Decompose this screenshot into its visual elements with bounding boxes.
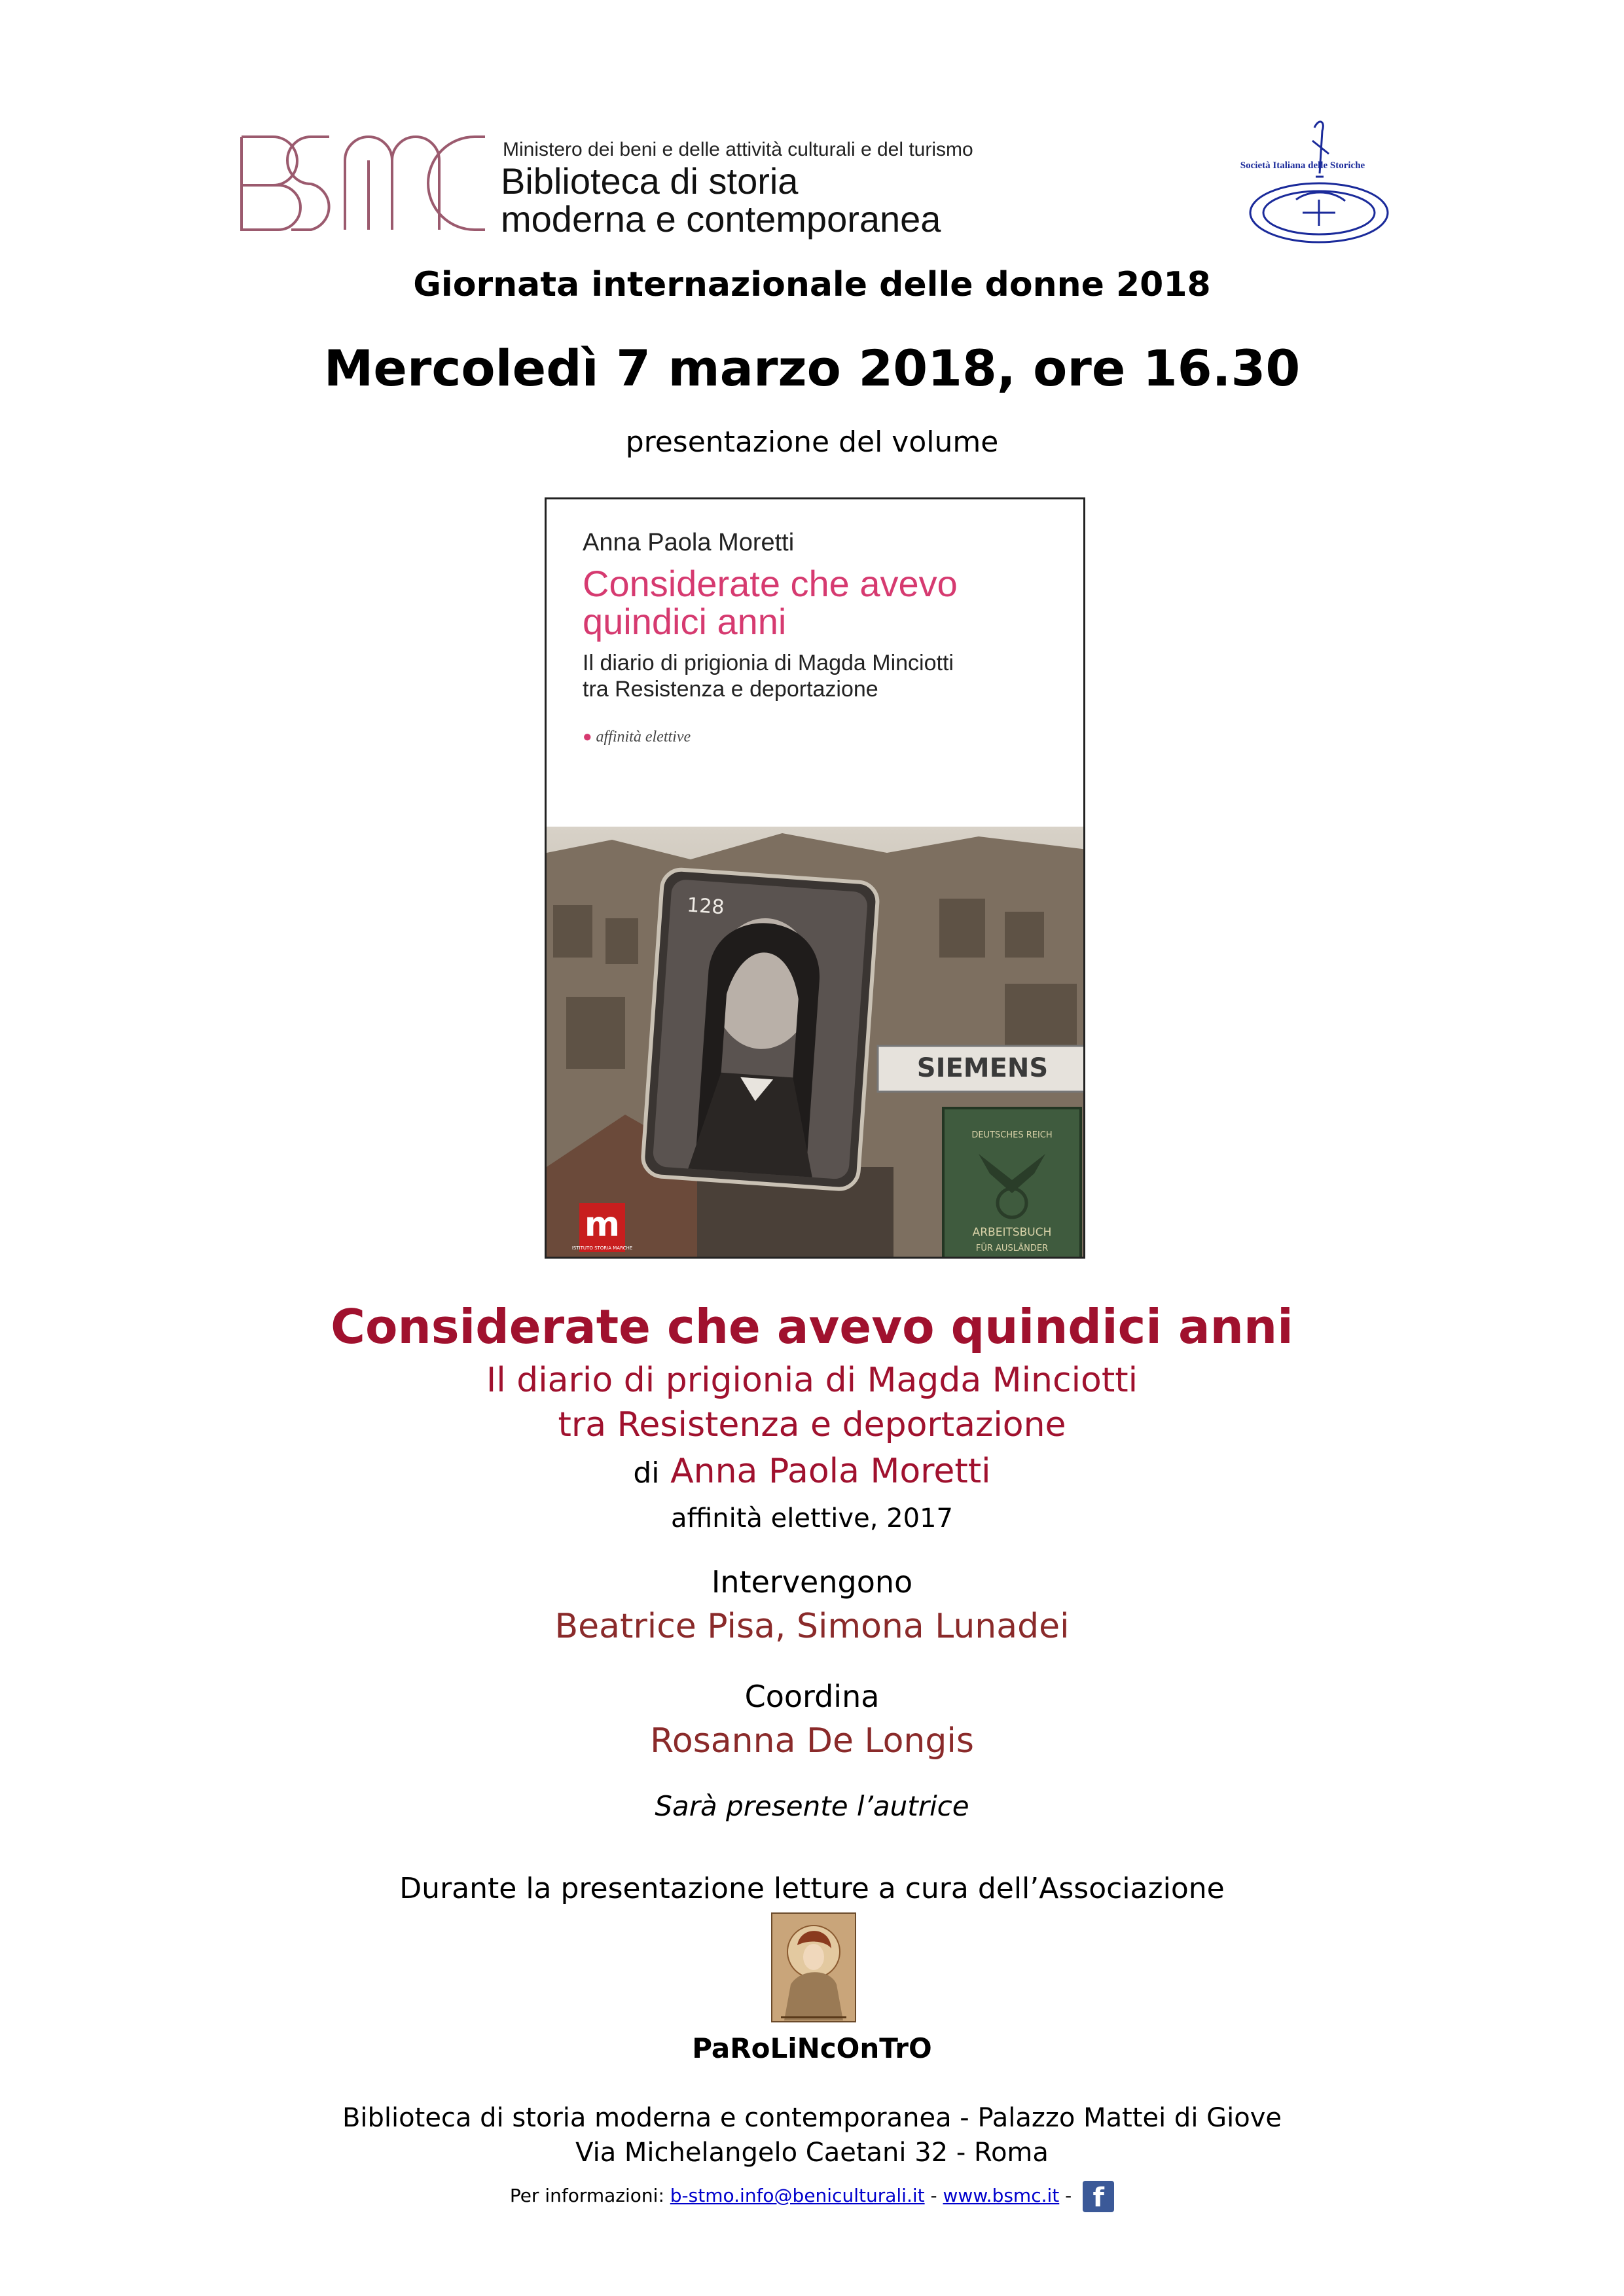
book-author: Anna Paola Moretti xyxy=(670,1452,991,1491)
book-subtitle-line2: tra Resistenza e deportazione xyxy=(558,1405,1066,1444)
presentation-intro: presentazione del volume xyxy=(625,425,999,459)
contact-info xyxy=(0,2181,1624,2212)
coordinator-name: Rosanna De Longis xyxy=(650,1721,974,1761)
coordinator-label: Coordina xyxy=(744,1679,880,1714)
cover-publisher-name: affinità elettive xyxy=(596,728,691,745)
cover-sign-number: 128 xyxy=(686,893,725,920)
venue-line2: Via Michelangelo Caetani 32 - Roma xyxy=(575,2138,1049,2168)
speakers-names: Beatrice Pisa, Simona Lunadei xyxy=(554,1607,1070,1646)
partner-logo-text: Società Italiana delle Storiche xyxy=(1240,160,1365,171)
readings-note: Durante la presentazione letture a cura dell’Associazione xyxy=(399,1872,1225,1905)
contact-separator: - xyxy=(930,2185,937,2206)
cover-subtitle xyxy=(583,650,954,702)
event-datetime: Mercoledì 7 marzo 2018, ore 16.30 xyxy=(323,339,1301,397)
association-logo xyxy=(771,1912,856,2022)
cover-subtitle-line2: tra Resistenza e deportazione xyxy=(583,677,878,702)
cover-subtitle-line1: Il diario di prigionia di Magda Minciotti xyxy=(583,651,954,675)
cover-title xyxy=(583,565,958,641)
association-name: PaRoLiNcOnTrO xyxy=(692,2032,932,2064)
book-byline xyxy=(0,1452,1624,1491)
facebook-icon[interactable]: f xyxy=(1083,2181,1114,2212)
book-subtitle-line1: Il diario di prigionia di Magda Minciotti xyxy=(486,1361,1138,1400)
bsmc-logo xyxy=(239,134,488,232)
library-name xyxy=(501,162,941,238)
byline-prefix: di xyxy=(633,1456,660,1490)
author-note: Sarà presente l’autrice xyxy=(655,1790,969,1822)
library-name-line1: Biblioteca di storia xyxy=(501,160,799,202)
cover-title-line2: quindici anni xyxy=(583,601,787,642)
cover-photo-collage xyxy=(547,827,1085,1259)
website-link[interactable]: www.bsmc.it xyxy=(943,2185,1060,2206)
cover-author: Anna Paola Moretti xyxy=(583,529,795,556)
ministry-name: Ministero dei beni e delle attività culturali e del turismo xyxy=(503,139,973,160)
event-occasion: Giornata internazionale delle donne 2018 xyxy=(413,265,1211,304)
cover-doc-line2: ARBEITSBUCH xyxy=(972,1226,1052,1239)
email-link[interactable]: b-stmo.info@beniculturali.it xyxy=(670,2185,925,2206)
venue-address xyxy=(0,2101,1624,2170)
cover-doc-line3: FÜR AUSLÄNDER xyxy=(975,1244,1049,1253)
cover-badge-text: ISTITUTO STORIA MARCHE xyxy=(571,1246,633,1251)
book-cover xyxy=(545,497,1085,1259)
book-title: Considerate che avevo quindici anni xyxy=(331,1299,1293,1354)
book-subtitle xyxy=(0,1358,1624,1447)
contact-label: Per informazioni: xyxy=(509,2185,664,2206)
book-edition: affinità elettive, 2017 xyxy=(671,1503,953,1534)
cover-title-line1: Considerate che avevo xyxy=(583,563,958,604)
library-name-line2: moderna e contemporanea xyxy=(501,198,941,240)
contact-separator-2: - xyxy=(1065,2185,1072,2206)
cover-doc-line1: DEUTSCHES REICH xyxy=(971,1130,1053,1140)
cover-badge-letter: m xyxy=(584,1205,621,1244)
cover-publisher: ● affinità elettive xyxy=(583,728,691,745)
partner-logo xyxy=(1204,115,1401,245)
speakers-label: Intervengono xyxy=(711,1564,913,1600)
venue-line1: Biblioteca di storia moderna e contemporanea - Palazzo Mattei di Giove xyxy=(342,2103,1282,2133)
cover-sign-brand: SIEMENS xyxy=(916,1053,1049,1083)
